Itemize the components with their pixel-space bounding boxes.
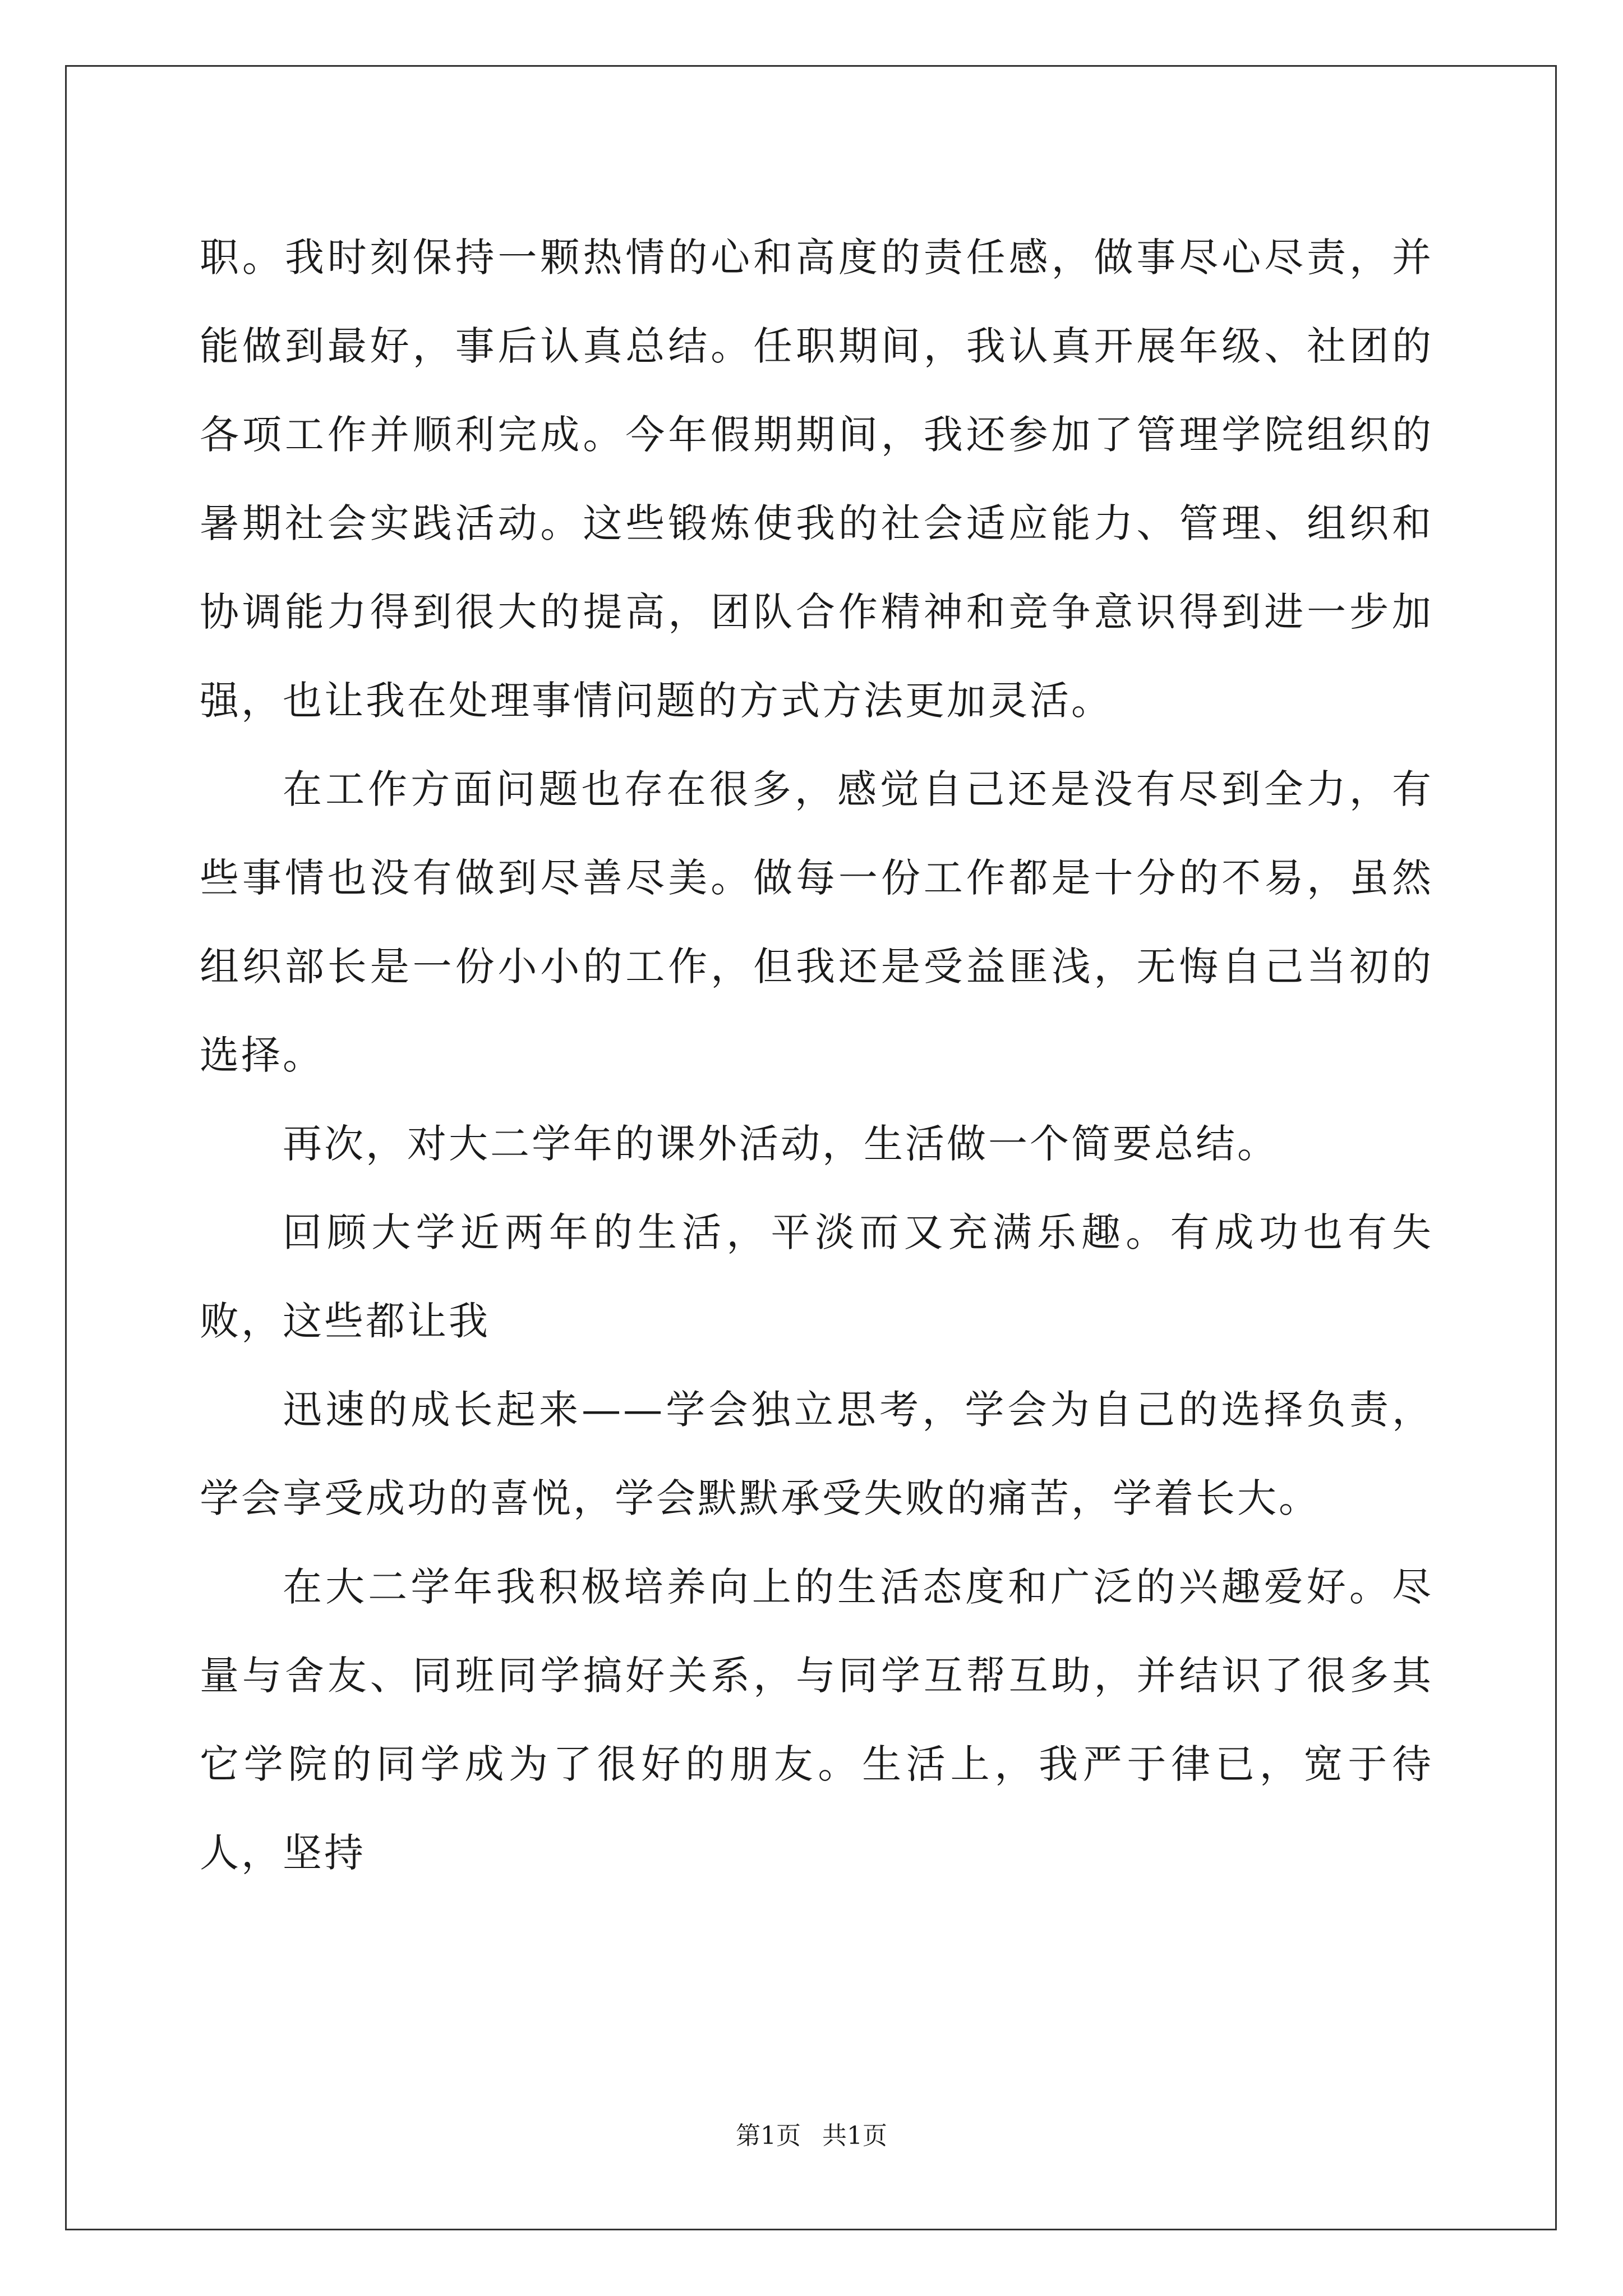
paragraph-3: 再次，对大二学年的课外活动，生活做一个简要总结。 <box>283 1121 1279 1167</box>
page-number: 第1页 <box>736 2122 801 2150</box>
page-total: 共1页 <box>822 2122 887 2150</box>
document-body <box>200 213 1433 1897</box>
paragraph-5: 迅速的成长起来——学会独立思考，学会为自己的选择负责，学会享受成功的喜悦，学会默默承受失败的痛苦，学着长大。 <box>200 1387 1433 1521</box>
paragraph-2: 在工作方面问题也存在很多，感觉自己还是没有尽到全力，有些事情也没有做到尽善尽美。做每一份工作都是十分的不易，虽然组织部长是一份小小的工作，但我还是受益匪浅，无悔自己当初的选择。 <box>200 766 1433 1078</box>
page-footer <box>0 2119 1623 2153</box>
paragraph-1: 职。我时刻保持一颗热情的心和高度的责任感，做事尽心尽责，并能做到最好，事后认真总结。任职期间，我认真开展年级、社团的各项工作并顺利完成。今年假期期间，我还参加了管理学院组织的暑期社会实践活动。这些锻炼使我的社会适应能力、管理、组织和协调能力得到很大的提高，团队合作精神和竞争意识得到进一步加强，也让我在处理事情问题的方式方法更加灵活。 <box>200 234 1433 724</box>
paragraph-6: 在大二学年我积极培养向上的生活态度和广泛的兴趣爱好。尽量与舍友、同班同学搞好关系，与同学互帮互助，并结识了很多其它学院的同学成为了很好的朋友。生活上，我严于律已，宽于待人，坚持 <box>200 1564 1433 1876</box>
paragraph-4: 回顾大学近两年的生活，平淡而又充满乐趣。有成功也有失败，这些都让我 <box>200 1209 1433 1344</box>
